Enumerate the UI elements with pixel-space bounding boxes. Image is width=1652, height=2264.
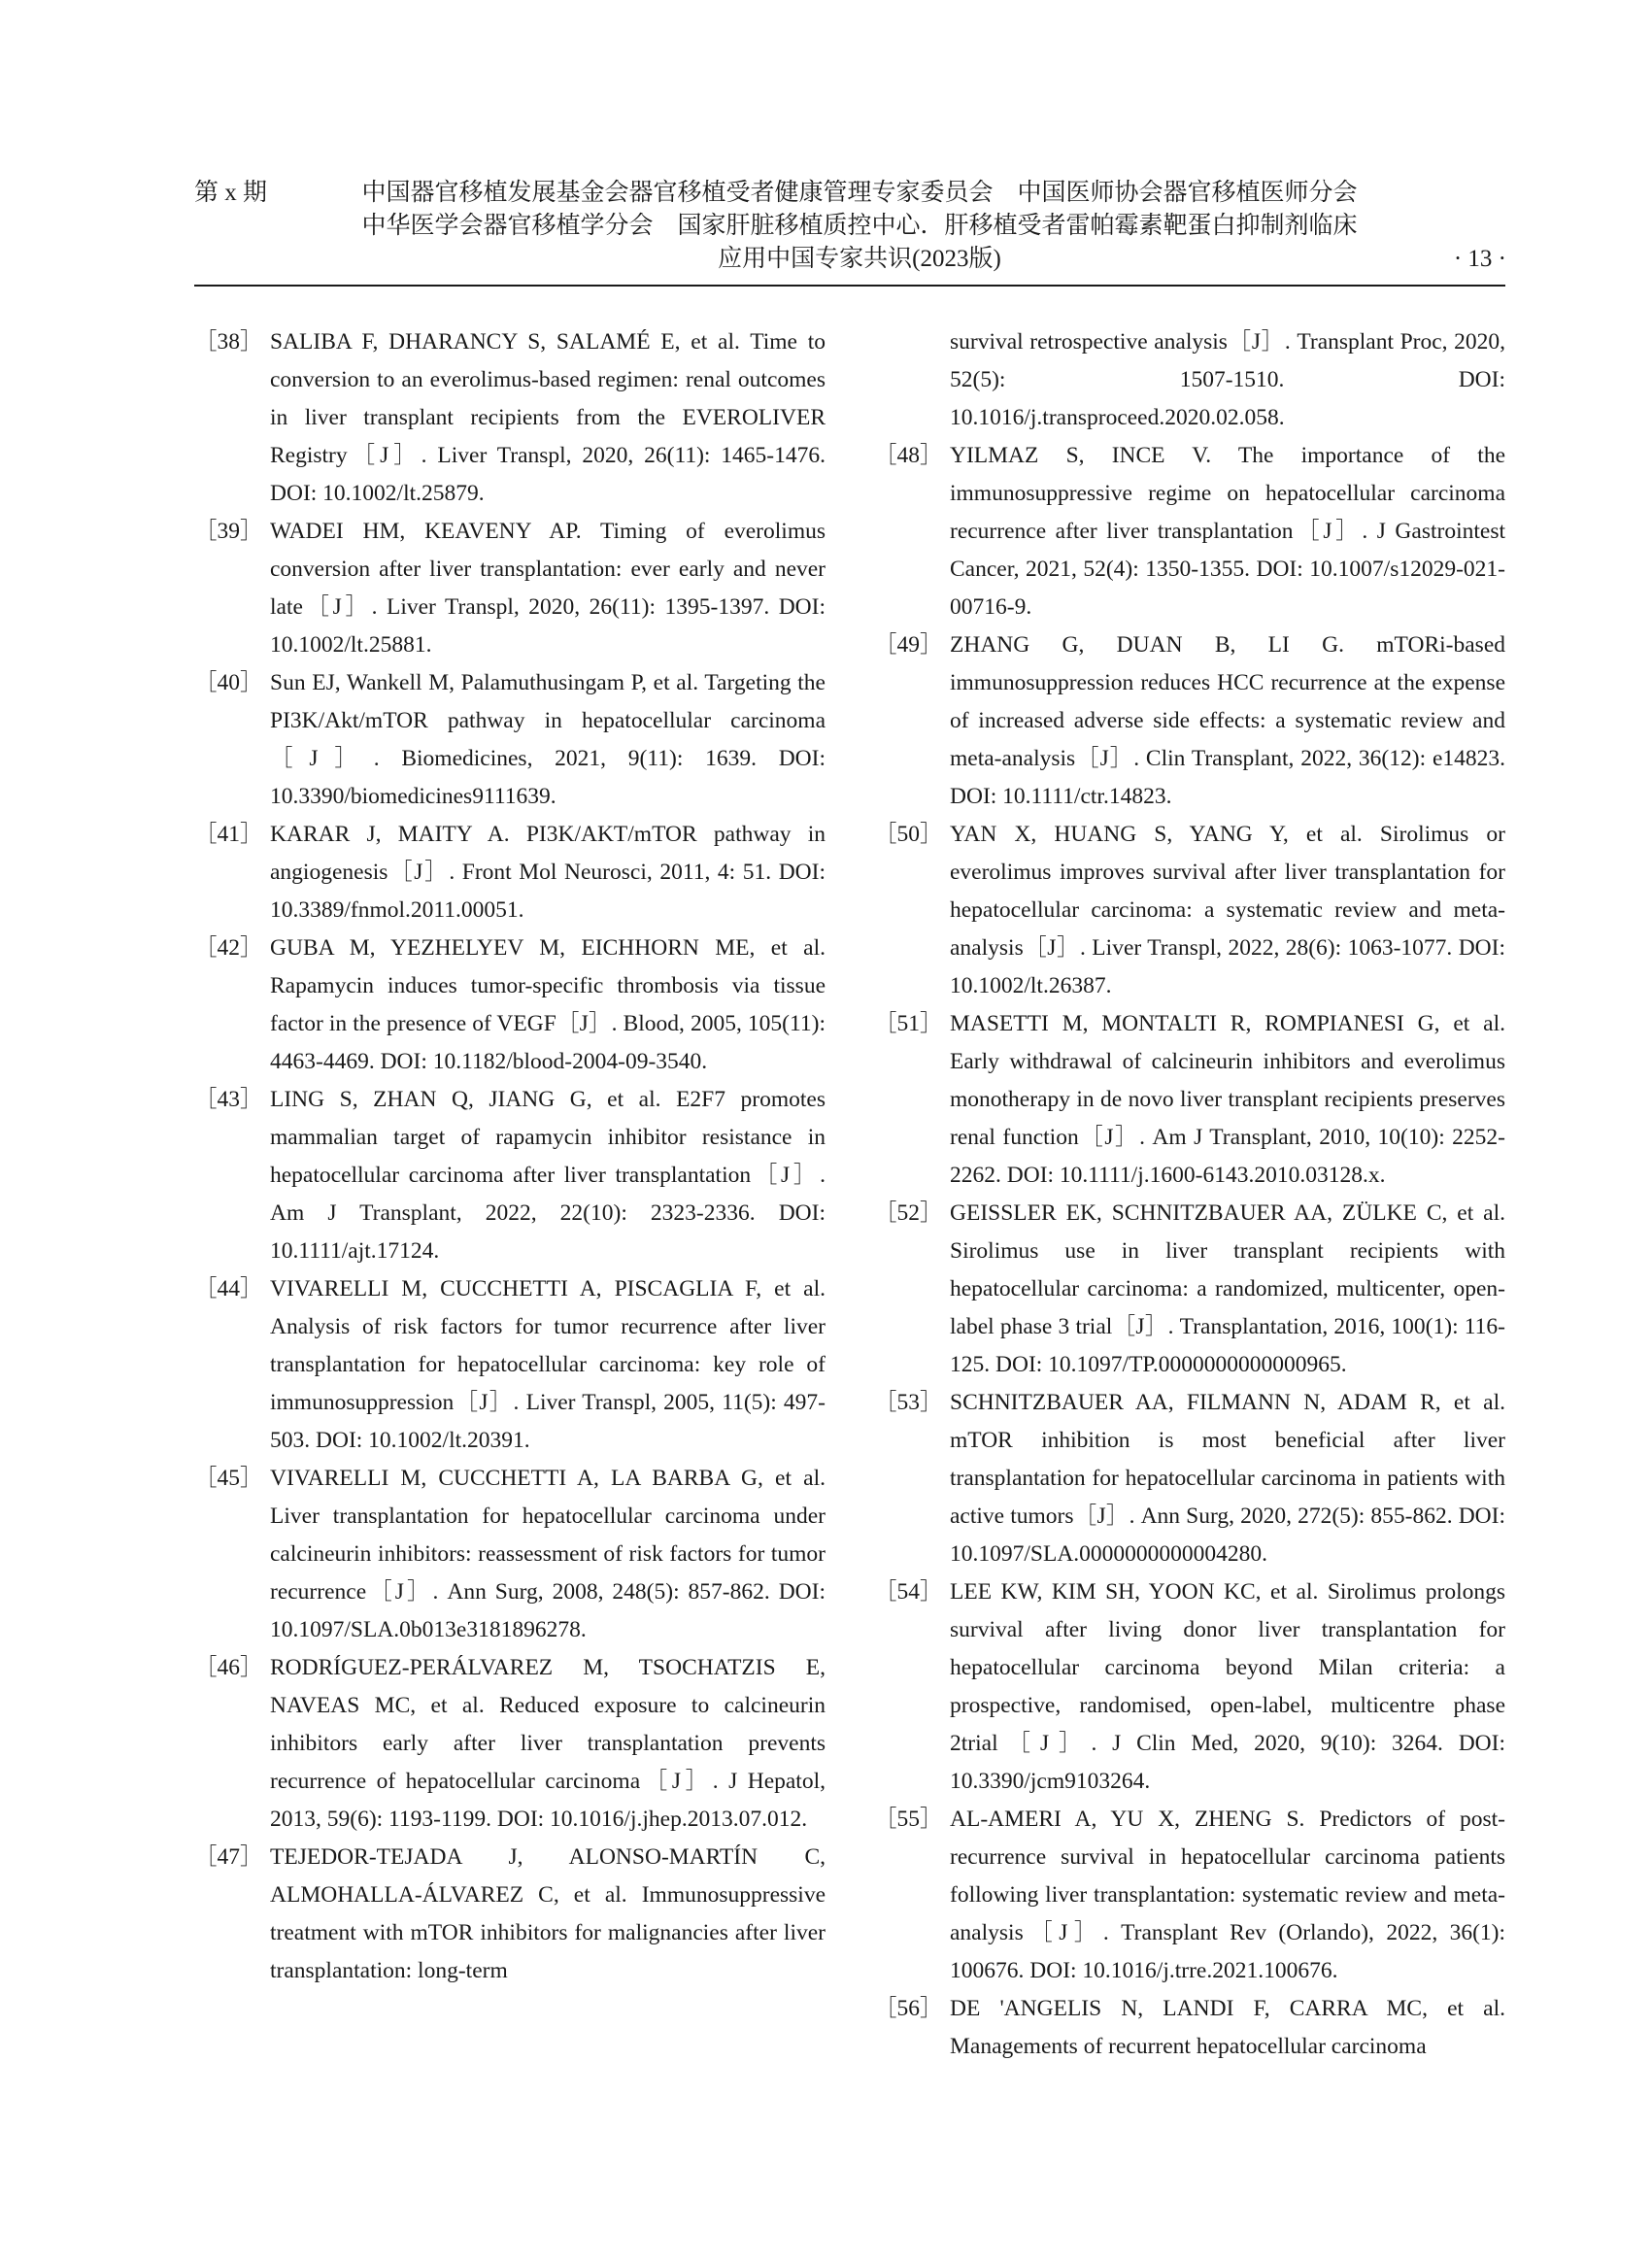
reference-text: AL-AMERI A, YU X, ZHENG S. Predictors of post-recurrence survival in hepatocellular carcinoma patients following liver transplantation: systematic review and meta-analysis［J］. Transplant Rev (Orlando), 2022, 36(1): 100676. DOI: 10.1016/j.trre.2021.100676. xyxy=(950,1807,1505,1983)
reference-text: GEISSLER EK, SCHNITZBAUER AA, ZÜLKE C, et al. Sirolimus use in liver transplant recipients with hepatocellular carcinoma: a randomized, multicenter, open-label phase 3 trial［J］. Transplantation, 2016, 100(1): 116-125. DOI: 10.1097/TP.0000000000000965. xyxy=(950,1200,1505,1377)
reference-entry xyxy=(194,513,826,664)
reference-text: VIVARELLI M, CUCCHETTI A, PISCAGLIA F, et al. Analysis of risk factors for tumor recurrence after liver transplantation for hepatocellular carcinoma: key role of immunosuppression［J］. Liver Transpl, 2005, 11(5): 497-503. DOI: 10.1002/lt.20391. xyxy=(270,1276,826,1453)
reference-number: ［41］ xyxy=(194,822,263,847)
reference-number: ［47］ xyxy=(194,1844,263,1870)
reference-text: Sun EJ, Wankell M, Palamuthusingam P, et al. Targeting the PI3K/Akt/mTOR pathway in hepatocellular carcinoma［J］. Biomedicines, 2021, 9(11): 1639. DOI: 10.3390/biomedicines9111639. xyxy=(270,670,826,809)
reference-number: ［49］ xyxy=(874,632,943,658)
reference-entry xyxy=(194,1081,826,1270)
reference-number: ［40］ xyxy=(194,670,263,695)
reference-number: ［39］ xyxy=(194,519,263,544)
reference-text: LEE KW, KIM SH, YOON KC, et al. Sirolimus prolongs survival after living donor liver transplantation for hepatocellular carcinoma beyond Milan criteria: a prospective, randomised, open-label, multicentre phase 2trial［J］. J Clin Med, 2020, 9(10): 3264. DOI: 10.3390/jcm9103264. xyxy=(950,1579,1505,1794)
reference-number: ［53］ xyxy=(874,1390,943,1415)
reference-column-right xyxy=(874,323,1505,2066)
reference-entry xyxy=(194,816,826,929)
reference-entry xyxy=(874,1195,1505,1384)
reference-column-left xyxy=(194,323,826,1990)
reference-number: ［55］ xyxy=(874,1807,943,1832)
reference-number: ［54］ xyxy=(874,1579,943,1605)
reference-text: VIVARELLI M, CUCCHETTI A, LA BARBA G, et al. Liver transplantation for hepatocellular carcinoma under calcineurin inhibitors: reassessment of risk factors for tumor recurrence［J］. Ann Surg, 2008, 248(5): 857-862. DOI: 10.1097/SLA.0b013e3181896278. xyxy=(270,1466,826,1642)
reference-entry xyxy=(874,1801,1505,1990)
reference-text: RODRÍGUEZ-PERÁLVAREZ M, TSOCHATZIS E, NAVEAS MC, et al. Reduced exposure to calcineurin inhibitors early after liver transplantation prevents recurrence of hepatocellular carcinoma［J］. J Hepatol, 2013, 59(6): 1193-1199. DOI: 10.1016/j.jhep.2013.07.012. xyxy=(270,1655,826,1832)
reference-text: YILMAZ S, INCE V. The importance of the immunosuppressive regime on hepatocellular carcinoma recurrence after liver transplantation［J］. J Gastrointest Cancer, 2021, 52(4): 1350-1355. DOI: 10.1007/s12029-021-00716-9. xyxy=(950,443,1505,620)
header-divider xyxy=(194,285,1505,287)
reference-number: ［51］ xyxy=(874,1011,943,1036)
reference-text: DE 'ANGELIS N, LANDI F, CARRA MC, et al. Managements of recurrent hepatocellular carcinoma xyxy=(950,1996,1505,2059)
page-header xyxy=(0,0,1652,291)
reference-entry xyxy=(194,664,826,816)
reference-entry xyxy=(194,1270,826,1460)
reference-entry xyxy=(874,1573,1505,1801)
running-title-line: 中国器官移植发展基金会器官移植受者健康管理专家委员会 中国医师协会器官移植医师分会 xyxy=(361,180,1358,206)
page-number: · 13 · xyxy=(1453,246,1506,272)
reference-text: SCHNITZBAUER AA, FILMANN N, ADAM R, et al. mTOR inhibition is most beneficial after liver transplantation for hepatocellular carcinoma in patients with active tumors［J］. Ann Surg, 2020, 272(5): 855-862. DOI: 10.1097/SLA.0000000000004280. xyxy=(950,1390,1505,1567)
reference-text: MASETTI M, MONTALTI R, ROMPIANESI G, et al. Early withdrawal of calcineurin inhibitors and everolimus monotherapy in de novo liver transplant recipients preserves renal function［J］. Am J Transplant, 2010, 10(10): 2252-2262. DOI: 10.1111/j.1600-6143.2010.03128.x. xyxy=(950,1011,1505,1188)
reference-text: TEJEDOR-TEJADA J, ALONSO-MARTÍN C, ALMOHALLA-ÁLVAREZ C, et al. Immunosuppressive treatment with mTOR inhibitors for malignancies after liver transplantation: long-term xyxy=(270,1844,826,1983)
reference-number: ［45］ xyxy=(194,1466,263,1491)
reference-number: ［50］ xyxy=(874,822,943,847)
reference-number: ［42］ xyxy=(194,935,263,961)
reference-text: SALIBA F, DHARANCY S, SALAMÉ E, et al. Time to conversion to an everolimus-based regimen: renal outcomes in liver transplant recipients from the EVEROLIVER Registry［J］. Liver Transpl, 2020, 26(11): 1465-1476. DOI: 10.1002/lt.25879. xyxy=(270,329,826,506)
reference-entry xyxy=(874,437,1505,626)
reference-text: ZHANG G, DUAN B, LI G. mTORi-based immunosuppression reduces HCC recurrence at the expense of increased adverse side effects: a systematic review and meta-analysis［J］. Clin Transplant, 2022, 36(12): e14823. DOI: 10.1111/ctr.14823. xyxy=(950,632,1505,809)
reference-number: ［44］ xyxy=(194,1276,263,1301)
reference-entry xyxy=(194,1649,826,1839)
reference-text: GUBA M, YEZHELYEV M, EICHHORN ME, et al. Rapamycin induces tumor-specific thrombosis via tissue factor in the presence of VEGF［J］. Blood, 2005, 105(11): 4463-4469. DOI: 10.1182/blood-2004-09-3540. xyxy=(270,935,826,1074)
reference-entry xyxy=(874,816,1505,1005)
reference-text: WADEI HM, KEAVENY AP. Timing of everolimus conversion after liver transplantation: ever early and never late［J］. Liver Transpl, 2020, 26(11): 1395-1397. DOI: 10.1002/lt.25881. xyxy=(270,519,826,658)
reference-entry xyxy=(874,1990,1505,2066)
reference-continuation: survival retrospective analysis［J］. Transplant Proc, 2020, 52(5): 1507-1510. DOI: 10.1016/j.transproceed.2020.02.058. xyxy=(950,329,1505,430)
reference-text: LING S, ZHAN Q, JIANG G, et al. E2F7 promotes mammalian target of rapamycin inhibitor resistance in hepatocellular carcinoma after liver transplantation［J］. Am J Transplant, 2022, 22(10): 2323-2336. DOI: 10.1111/ajt.17124. xyxy=(270,1087,826,1264)
running-title-line: 应用中国专家共识(2023版) xyxy=(718,246,1001,272)
reference-entry xyxy=(194,1460,826,1649)
running-title-line: 中华医学会器官移植学分会 国家肝脏移植质控中心．肝移植受者雷帕霉素靶蛋白抑制剂临床 xyxy=(361,213,1358,239)
reference-number: ［46］ xyxy=(194,1655,263,1680)
reference-number: ［52］ xyxy=(874,1200,943,1226)
reference-entry xyxy=(194,323,826,513)
reference-entry xyxy=(874,1005,1505,1195)
reference-number: ［48］ xyxy=(874,443,943,468)
reference-entry xyxy=(874,626,1505,816)
reference-number: ［38］ xyxy=(194,329,263,355)
reference-entry xyxy=(874,1384,1505,1573)
reference-text: YAN X, HUANG S, YANG Y, et al. Sirolimus or everolimus improves survival after liver transplantation for hepatocellular carcinoma: a systematic review and meta-analysis［J］. Liver Transpl, 2022, 28(6): 1063-1077. DOI: 10.1002/lt.26387. xyxy=(950,822,1505,998)
running-title xyxy=(320,177,1399,276)
reference-text: KARAR J, MAITY A. PI3K/AKT/mTOR pathway in angiogenesis［J］. Front Mol Neurosci, 2011, 4: 51. DOI: 10.3389/fnmol.2011.00051. xyxy=(270,822,826,923)
reference-number: ［56］ xyxy=(874,1996,943,2021)
reference-entry xyxy=(194,929,826,1081)
reference-number: ［43］ xyxy=(194,1087,263,1112)
issue-label: 第 x 期 xyxy=(194,180,268,206)
reference-entry xyxy=(194,1839,826,1990)
